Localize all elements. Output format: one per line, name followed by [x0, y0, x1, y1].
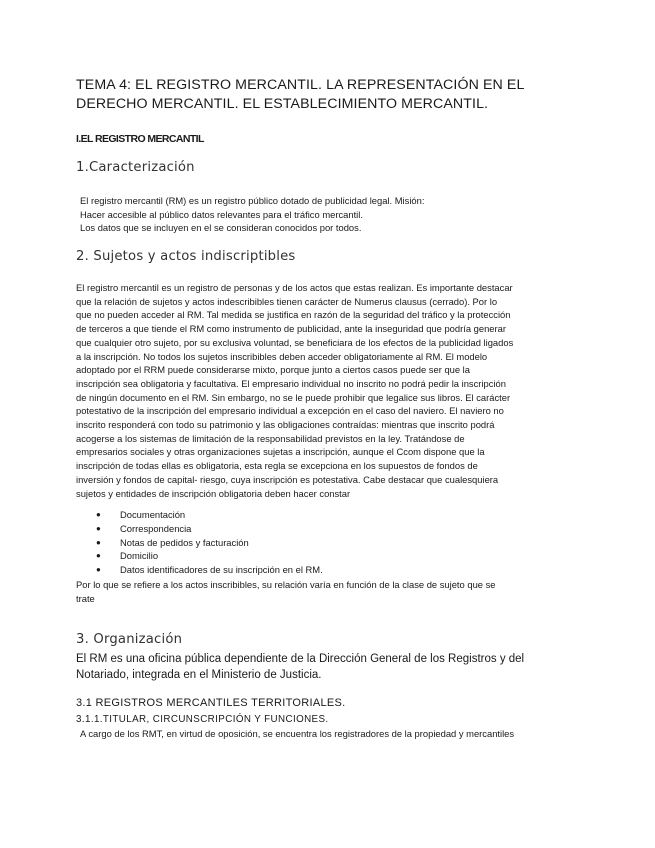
paragraph-line: El registro mercantil (RM) es un registro público dotado de publicidad legal. Misión:: [80, 195, 425, 206]
paragraph-line: que no pueden acceder al RM. Tal medida se justifica en razón de la seguridad del tráfico y la protección: [76, 309, 511, 321]
paragraph-line: acogerse a los sistemas de limitación de la responsabilidad previstos en la ley. Tratándose de: [76, 432, 465, 444]
paragraph-line: de terceros a que tiende el RM como instrumento de publicidad, ante la inseguridad que podría generar: [76, 323, 506, 335]
bullet-icon: ●: [96, 523, 101, 533]
paragraph-line: Por lo que se refiere a los actos inscribibles, su relación varía en función de la clase de sujeto que se: [76, 579, 496, 590]
list-item-text: Correspondencia: [120, 522, 192, 534]
list-item: [96, 536, 323, 550]
actos-paragraph: [76, 578, 496, 605]
list-item: [96, 522, 323, 536]
bullet-list: [96, 508, 323, 577]
sujetos-paragraph: [76, 281, 513, 500]
heading-organizacion: 3. Organización: [76, 632, 183, 647]
organizacion-paragraph: El RM es una oficina pública dependiente de la Dirección General de los Registros y del Notariado, integrada en el Ministerio de Justicia.: [76, 653, 525, 681]
paragraph-line: que la relación de sujetos y actos indescribibles tienen carácter de Numerus clausus (cerrado). Por lo: [76, 295, 498, 307]
list-item-text: Documentación: [120, 509, 186, 520]
bullet-icon: ●: [96, 510, 101, 519]
paragraph-line: trate: [76, 592, 95, 604]
list-item: [96, 508, 323, 522]
paragraph-line: inscripción sea obligatoria y facultativa. El empresario individual no inscrito no podrá pedir la inscripción: [76, 377, 506, 389]
paragraph-line: Hacer accesible al público datos relevantes para el tráfico mercantil.: [80, 208, 363, 220]
document-title: TEMA 4: EL REGISTRO MERCANTIL. LA REPRESENTACIÓN EN EL DERECHO MERCANTIL. EL ESTABLECIMIENTO MERCANTIL.: [76, 77, 524, 112]
paragraph-line: de ningún documento en el RM. Sin embargo, no se le puede prohibir que legalice sus libros. El carácter: [76, 391, 511, 403]
registradores-line: A cargo de los RMT, en virtud de oposición, se encuentra los registradores de la propiedad y mercantiles: [80, 728, 515, 739]
section-heading: I.EL REGISTRO MERCANTIL: [76, 133, 204, 145]
list-item-text: Notas de pedidos y facturación: [120, 536, 249, 548]
paragraph-line: empresarios sociales y otras organizaciones sujetas a inscripción, aunque el Ccom dispone que la: [76, 446, 485, 458]
paragraph-line: inscripción de todas ellas es obligatoria, esta regla se excepciona en los supuestos de fondos de: [76, 460, 478, 472]
paragraph-line: inversión y fondos de capital- riesgo, cuya inscripción es potestativa. Cabe destacar que cualesquiera: [76, 473, 499, 485]
heading-titular-circunscripcion: 3.1.1.TITULAR, CIRCUNSCRIPCIÓN Y FUNCIONES.: [76, 714, 329, 725]
list-item: [96, 563, 323, 577]
heading-sujetos-actos: 2. Sujetos y actos indiscriptibles: [76, 249, 296, 264]
list-item-text: Datos identificadores de su inscripción en el RM.: [120, 564, 323, 576]
paragraph-line: Los datos que se incluyen en el se consideran conocidos por todos.: [80, 222, 362, 234]
paragraph-line: que cualquier otro sujeto, por su exclusiva voluntad, se beneficiara de los efectos de la publicidad ligados: [76, 336, 514, 348]
heading-caracterizacion: 1.Caracterización: [76, 160, 195, 175]
bullet-icon: ●: [96, 565, 101, 575]
paragraph-line: sujetos y entidades de inscripción obligatoria deben hacer constar: [76, 487, 351, 499]
list-item: [96, 549, 323, 563]
paragraph-line: adoptado por el RRM puede considerarse mixto, porque junto a ciertos casos puede ser que la: [76, 364, 470, 376]
bullet-icon: ●: [96, 537, 101, 547]
paragraph-line: potestativo de la inscripción del empresario individual a excepción en el caso del naviero. El naviero no: [76, 405, 504, 417]
bullet-icon: ●: [96, 551, 101, 561]
heading-registros-territoriales: 3.1 REGISTROS MERCANTILES TERRITORIALES.: [76, 697, 346, 709]
paragraph-line: inscrito responderá con todo su patrimonio y las obligaciones contraídas: mientras que inscrito podrá: [76, 419, 495, 431]
list-item-text: Domicilio: [120, 550, 159, 562]
paragraph-line: a la inscripción. No todos los sujetos inscribibles deben acceder obligatoriamente al RM. El modelo: [76, 350, 488, 362]
caracterizacion-paragraph: [80, 194, 424, 235]
paragraph-line: El registro mercantil es un registro de personas y de los actos que estas realizan. Es importante destacar: [76, 282, 513, 293]
